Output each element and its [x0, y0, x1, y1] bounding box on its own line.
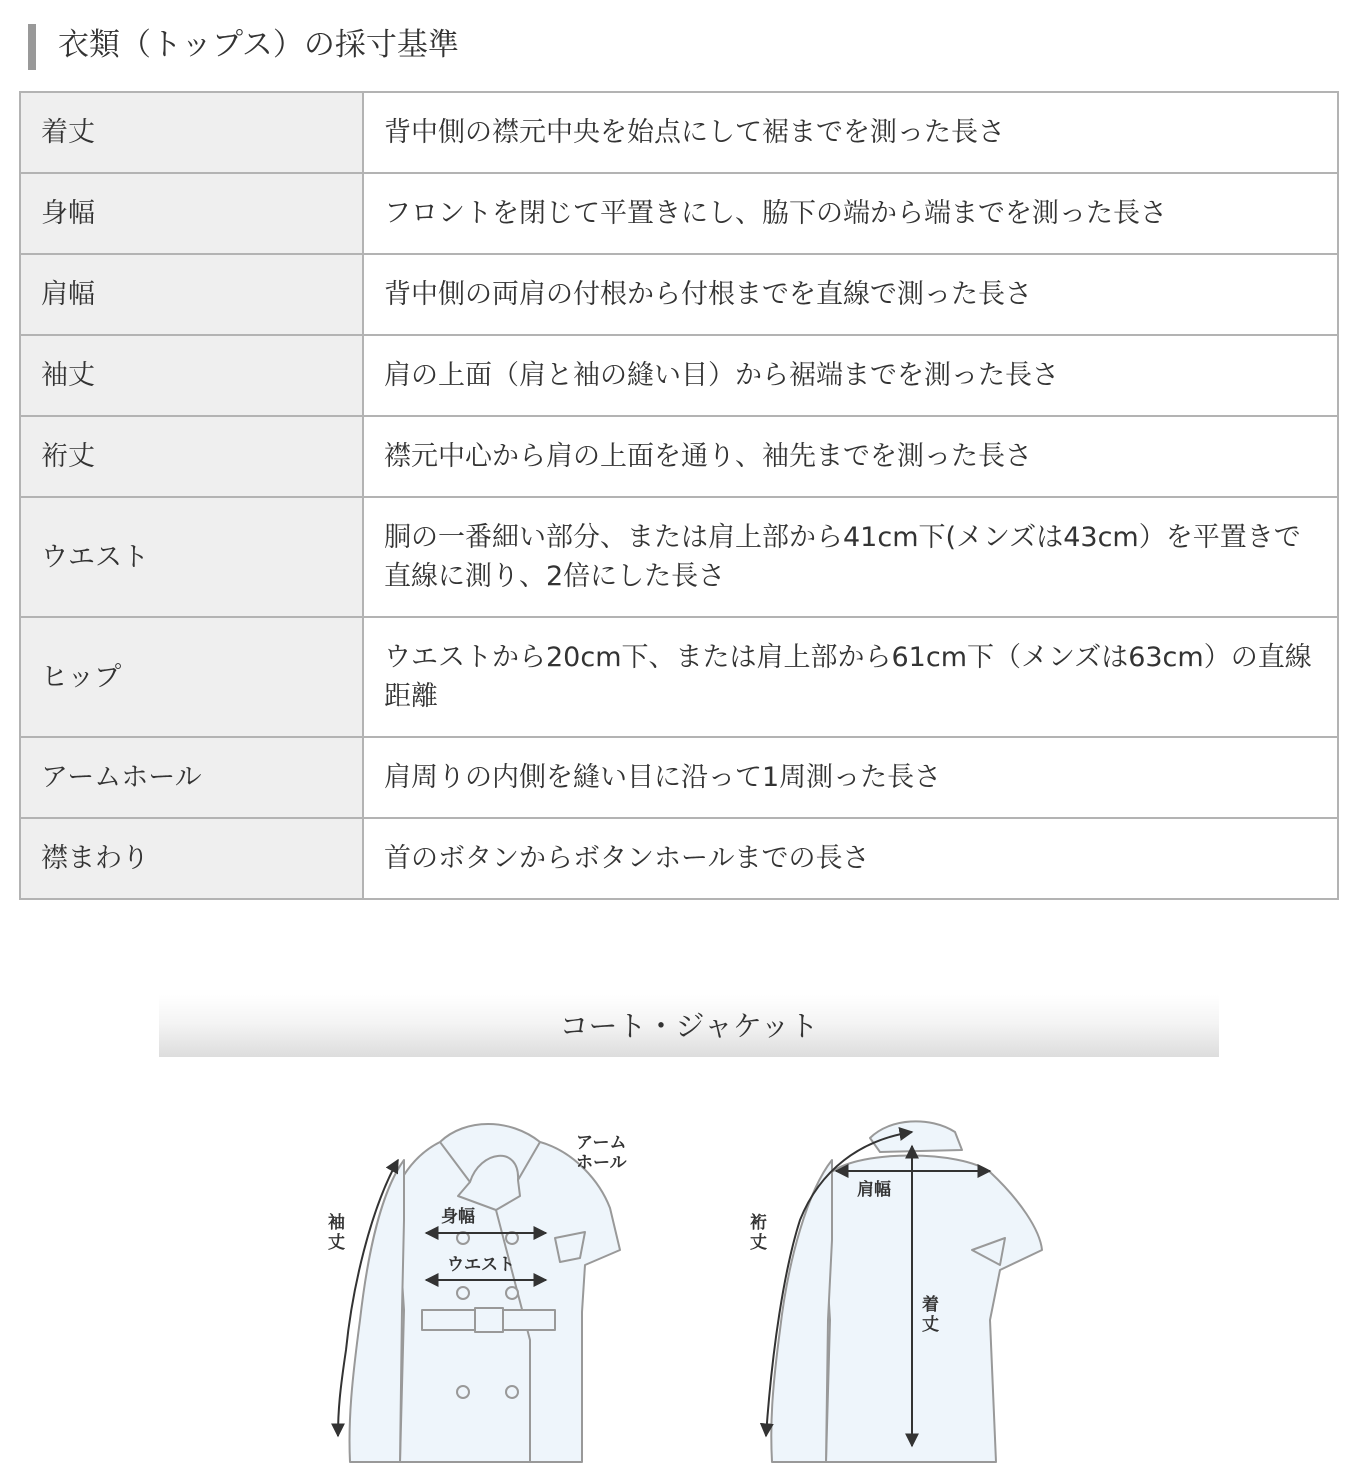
waist-label: ウエスト: [447, 1255, 515, 1275]
measurement-table: [19, 91, 1339, 900]
back-coat-collar: [870, 1121, 962, 1152]
front-coat-button: [506, 1287, 518, 1299]
shoulder-width-label: 肩幅: [857, 1180, 891, 1200]
row-label: 袖丈: [20, 335, 363, 416]
sleeve-length-label: 丈: [328, 1233, 345, 1253]
armhole-label: ホール: [576, 1153, 627, 1173]
chest-width-label: 身幅: [441, 1207, 475, 1227]
yuki-length-label: 裄: [750, 1213, 767, 1233]
sleeve-length-label: 袖: [328, 1213, 345, 1233]
table-row: [20, 818, 1338, 899]
table-row: [20, 92, 1338, 173]
row-description: 背中側の両肩の付根から付根までを直線で測った長さ: [363, 254, 1338, 335]
front-coat-cuff: [555, 1232, 585, 1262]
row-description: 胴の一番細い部分、または肩上部から41cm下(メンズは43cm）を平置きで直線に測り、2倍にした長さ: [363, 497, 1338, 617]
body-length-label: 着: [922, 1295, 939, 1315]
row-label: 襟まわり: [20, 818, 363, 899]
row-label: 身幅: [20, 173, 363, 254]
yuki-length-label: 丈: [750, 1233, 767, 1253]
front-coat-button: [457, 1287, 469, 1299]
page-title: 衣類（トップス）の採寸基準: [28, 24, 459, 70]
row-description: 肩の上面（肩と袖の縫い目）から裾端までを測った長さ: [363, 335, 1338, 416]
row-description: 肩周りの内側を縫い目に沿って1周測った長さ: [363, 737, 1338, 818]
back-coat-figure: [771, 1121, 1042, 1462]
table-row: [20, 617, 1338, 737]
row-label: ウエスト: [20, 497, 363, 617]
table-row: [20, 416, 1338, 497]
row-description: 首のボタンからボタンホールまでの長さ: [363, 818, 1338, 899]
row-label: アームホール: [20, 737, 363, 818]
section-title: コート・ジャケット: [159, 995, 1219, 1057]
front-coat-button: [506, 1386, 518, 1398]
front-coat-buckle: [475, 1308, 503, 1332]
armhole-label: アーム: [576, 1133, 627, 1153]
table-row: [20, 335, 1338, 416]
row-description: 襟元中心から肩の上面を通り、袖先までを測った長さ: [363, 416, 1338, 497]
row-label: 裄丈: [20, 416, 363, 497]
coat-measurement-illustration: [0, 1090, 1362, 1484]
row-description: 背中側の襟元中央を始点にして裾までを測った長さ: [363, 92, 1338, 173]
table-row: [20, 737, 1338, 818]
table-row: [20, 497, 1338, 617]
row-label: ヒップ: [20, 617, 363, 737]
table-row: [20, 254, 1338, 335]
table-row: [20, 173, 1338, 254]
row-description: フロントを閉じて平置きにし、脇下の端から端までを測った長さ: [363, 173, 1338, 254]
front-coat-button: [457, 1386, 469, 1398]
body-length-label: 丈: [922, 1315, 939, 1335]
row-label: 着丈: [20, 92, 363, 173]
row-label: 肩幅: [20, 254, 363, 335]
row-description: ウエストから20cm下、または肩上部から61cm下（メンズは63cm）の直線距離: [363, 617, 1338, 737]
